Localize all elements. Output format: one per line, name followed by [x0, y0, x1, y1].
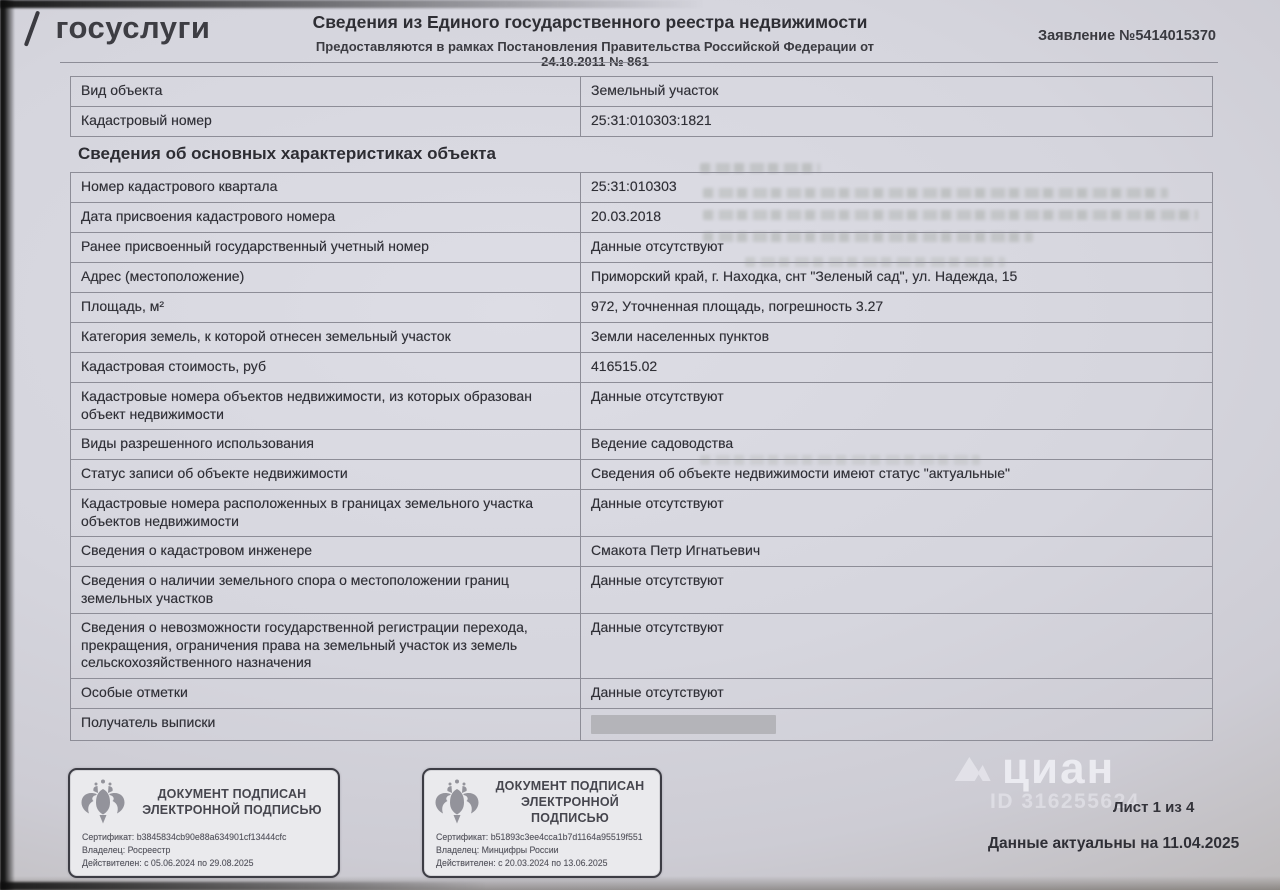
row-value: Приморский край, г. Находка, снт "Зеленый сад", ул. Надежда, 15 [591, 268, 1018, 284]
row-label: Адрес (местоположение) [71, 263, 581, 292]
object-summary-table [70, 76, 1213, 137]
digital-signature-stamp-rosreestr [68, 768, 340, 878]
data-actual-date: Данные актуальны на 11.04.2025 [988, 835, 1240, 852]
application-number: Заявление №5414015370 [1038, 28, 1216, 44]
stamp-validity: Действителен: с 05.06.2024 по 29.08.2025 [82, 858, 254, 869]
row-value: Данные отсутствуют [591, 238, 724, 254]
table-row [71, 430, 1212, 460]
digital-signature-stamp-mincifry [422, 768, 662, 878]
row-value: Ведение садоводства [591, 435, 734, 451]
table-row [71, 173, 1212, 203]
table-row [71, 77, 1212, 107]
row-value: 25:31:010303 [591, 178, 677, 194]
stamp-owner: Владелец: Минцифры России [436, 845, 559, 856]
stamp-certificate: Сертификат: b3845834cb90e88a634901cf13444cfc [82, 832, 287, 842]
cian-watermark [952, 744, 1140, 814]
row-label: Сведения о кадастровом инженере [71, 537, 581, 566]
row-label: Дата присвоения кадастрового номера [71, 203, 581, 232]
table-row [71, 537, 1212, 567]
table-row [71, 323, 1212, 353]
row-value: Данные отсутствуют [591, 683, 724, 700]
cian-watermark-text: циан [1002, 744, 1116, 793]
row-value: 20.03.2018 [591, 208, 662, 224]
table-row [71, 293, 1212, 323]
row-label: Вид объекта [71, 77, 581, 106]
photo-bottom-edge [0, 882, 486, 890]
row-value: Данные отсутствуют [591, 619, 724, 635]
row-value: Данные отсутствуют [591, 572, 724, 588]
gosuslugi-logo-text: госуслуги [55, 10, 211, 45]
photo-top-edge [0, 0, 704, 8]
row-value: Данные отсутствуют [591, 388, 724, 404]
stamp-certificate: Сертификат: b51893c3ee4cca1b7d1164a95519f551 [436, 832, 643, 842]
row-label: Виды разрешенного использования [71, 430, 581, 459]
row-label: Получатель выписки [71, 709, 581, 740]
row-label: Кадастровые номера расположенных в границах земельного участка объектов недвижимости [71, 490, 581, 536]
document-title: Сведения из Единого государственного реестра недвижимости [312, 12, 868, 32]
row-label: Статус записи об объекте недвижимости [71, 460, 581, 489]
row-value: Земли населенных пунктов [591, 328, 770, 344]
cian-roof-icon [952, 749, 992, 789]
row-value: Данные отсутствуют [591, 495, 724, 511]
row-label: Особые отметки [71, 679, 581, 708]
row-label: Кадастровая стоимость, руб [71, 353, 581, 382]
table-row [71, 490, 1212, 537]
gosuslugi-logo [30, 8, 210, 48]
row-value: Сведения об объекте недвижимости имеют статус "актуальные" [591, 465, 1010, 481]
table-row [71, 107, 1212, 136]
main-characteristics-table [70, 172, 1213, 741]
section-title: Сведения об основных характеристиках объекта [78, 144, 496, 163]
row-value: 416515.02 [591, 358, 658, 374]
stamp-owner: Владелец: Росреестр [82, 845, 171, 856]
row-value: Смакота Петр Игнатьевич [591, 542, 761, 558]
stamp-title: ДОКУМЕНТ ПОДПИСАН ЭЛЕКТРОННОЙ ПОДПИСЬЮ [495, 778, 645, 826]
double-headed-eagle-icon [432, 777, 482, 827]
header-divider [60, 62, 1218, 63]
page-number: Лист 1 из 4 [1113, 799, 1195, 816]
table-row [71, 709, 1212, 740]
row-label: Площадь, м² [71, 293, 581, 322]
stamp-details [70, 828, 338, 871]
row-label: Сведения о наличии земельного спора о местоположении границ земельных участков [71, 567, 581, 613]
stamp-title: ДОКУМЕНТ ПОДПИСАН ЭЛЕКТРОННОЙ ПОДПИСЬЮ [142, 786, 322, 817]
table-row [71, 353, 1212, 383]
row-label: Сведения о невозможности государственной регистрации перехода, прекращения, ограничения права на земельный участок из земель сельскохозяйственного назначения [71, 614, 581, 678]
row-label: Номер кадастрового квартала [71, 173, 581, 202]
row-label: Кадастровый номер [71, 107, 581, 136]
table-row [71, 679, 1212, 709]
table-row [71, 383, 1212, 430]
row-value: 972, Уточненная площадь, погрешность 3.27 [591, 298, 884, 314]
cian-brand-row [952, 744, 1140, 794]
row-label: Категория земель, к которой отнесен земельный участок [71, 323, 581, 352]
row-label: Кадастровые номера объектов недвижимости, из которых образован объект недвижимости [71, 383, 581, 429]
redacted-value [591, 715, 776, 734]
photo-left-edge [0, 0, 15, 890]
table-row [71, 233, 1212, 263]
document-subtitle: Предоставляются в рамках Постановления Правительства Российской Федерации от 24.10.2011 № 861 [315, 39, 875, 69]
table-row [71, 567, 1212, 614]
stamp-header [424, 770, 660, 828]
table-row [71, 614, 1212, 679]
table-row [71, 460, 1212, 490]
table-row [71, 263, 1212, 293]
table-row [71, 203, 1212, 233]
row-label: Ранее присвоенный государственный учетный номер [71, 233, 581, 262]
gosuslugi-checkmark-icon [24, 10, 40, 46]
stamp-details [424, 828, 660, 871]
row-value: 25:31:010303:1821 [591, 112, 712, 128]
stamp-header [70, 770, 338, 828]
row-value: Земельный участок [591, 82, 719, 98]
double-headed-eagle-icon [78, 777, 128, 827]
cian-listing-id: ID 316255624 [990, 790, 1140, 813]
row-value [581, 709, 1212, 740]
stamp-validity: Действителен: с 20.03.2024 по 13.06.2025 [436, 858, 608, 869]
